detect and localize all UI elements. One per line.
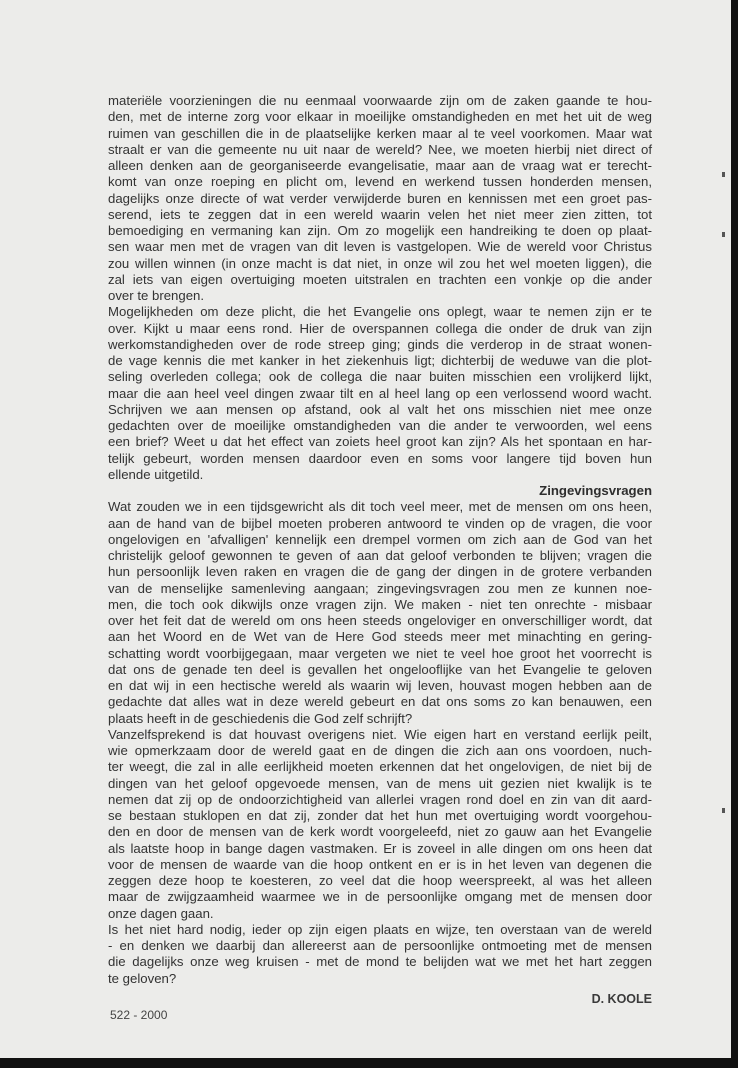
text-line: Vanzelfsprekend is dat houvast overigens niet. Wie eigen hart en verstand eerlijk peilt, [108, 726, 652, 742]
text-line: se bestaan stuklopen en dat zij, zonder dat het hun met overtuiging wordt voorgehou- [108, 808, 652, 823]
text-line: zeggen deze hoop te koesteren, zo veel dat die hoop weerspreekt, al was het alleen [108, 873, 652, 888]
text-line: seling overleden collega; ook de collega die naar buiten misschien een vrolijkerd lijkt, [108, 369, 652, 385]
text-line: schatting wordt voorbijgegaan, maar vergeten we niet te veel hoe groot het voorrecht is [108, 645, 652, 661]
text-line: Wat zouden we in een tijdsgewricht als dit toch veel meer, met de mensen om ons heen, [108, 499, 652, 515]
text-line: serend, iets te zeggen dat in een wereld waarin velen het niet meer zien zitten, tot [108, 206, 652, 222]
text-line: telijk gebeurt, worden mensen daardoor even en soms voor langere tijd boven hun [108, 450, 652, 466]
text-line: gedachte dat alles wat in deze wereld gebeurt en dat ons soms zo kan benauwen, een [108, 694, 652, 710]
paragraph [108, 93, 652, 304]
text-line: den, met de interne zorg voor elkaar in moeilijke omstandigheden en met het uit de weg [108, 109, 652, 125]
text-line: aan de hand van de bijbel moeten proberen antwoord te vinden op de vragen, die voor [108, 515, 652, 531]
scan-mark [722, 172, 725, 177]
paragraph [108, 304, 652, 483]
text-line: nemen dat zij op de ondoorzichtigheid van allerlei vragen rond doel en zin van dit aard- [108, 791, 652, 807]
text-line: alleen denken aan de georganiseerde evangelisatie, maar aan de vraag wat er terecht- [108, 158, 652, 173]
text-line: aan het Woord en de Wet van de Here God steeds meer met minachting en gering- [108, 629, 652, 645]
text-line: wie opmerkzaam door de wereld gaat en de dingen die zich aan ons voordoen, nuch- [108, 743, 652, 758]
text-line: onze dagen gaan. [108, 905, 214, 921]
scan-edge-right [731, 0, 738, 1068]
text-line: hun persoonlijk leven raken en vragen die de gang der dingen in de grotere verbanden [108, 564, 652, 580]
text-line: den en door de mensen van de kerk wordt voorgeleefd, niet zo gauw aan het Evangelie [108, 824, 652, 840]
text-line: straalt er van die gemeente nu uit naar de wereld? Nee, we moeten hierbij niet direct of [108, 141, 652, 157]
scan-mark [722, 808, 725, 813]
text-line: dingen van het geloof opgevoede mensen, van de mens uit gezien niet kwalijk is te [108, 775, 652, 791]
text-line: sen waar men met de vragen van dit leven is vastgelopen. Wie de wereld voor Christus [108, 239, 652, 255]
text-line: van de menselijke samenleving aangaan; zingevingsvragen zou men ze kunnen noe- [108, 580, 652, 596]
page-number: 522 - 2000 [110, 1008, 168, 1022]
text-line: over te brengen. [108, 288, 205, 303]
text-line: dat ons de genade ten deel is gevallen het ongelooflijke van het Evangelie te geloven [108, 661, 652, 677]
text-line: ruimen van geschillen die in de plaatselijke kerken maar al te veel voorkomen. Maar wat [108, 125, 652, 141]
text-line: ter weegt, die zal in alle eerlijkheid moeten erkennen dat het ongelovigen, de niet bij de [108, 759, 652, 775]
text-line: gedachten over de moeilijke omstandigheden van die ander te verwoorden, wel eens [108, 418, 652, 433]
text-line: ellende uitgetild. [108, 466, 204, 482]
text-line: een brief? Weet u dat het effect van zoiets heel groot kan zijn? Als het spontaan en har- [108, 434, 652, 450]
text-line: bemoediging en vermaning kan zijn. Om zo mogelijk een handreiking te doen op plaat- [108, 223, 652, 238]
text-line: Is het niet hard nodig, ieder op zijn eigen plaats en wijze, ten overstaan van de wereld [108, 921, 652, 937]
text-line: komt van onze roeping en plicht om, levend en werkend tussen honderden mensen, [108, 174, 652, 190]
text-line: te geloven? [108, 970, 177, 986]
paragraph [108, 499, 652, 727]
text-line: de vage kennis die met kanker in het ziekenhuis ligt; dichterbij de weduwe van die plot- [108, 353, 652, 368]
text-line: maar de zwijgzaamheid waarmee we in de persoonlijke omgang met de mensen door [108, 889, 652, 905]
author-signature: D. KOOLE [591, 992, 652, 1006]
text-line: over het feit dat de wereld om ons heen steeds ongeloviger en onverschilliger wordt, dat [108, 613, 652, 628]
text-line: als laatste hoop in bange dagen vastmaken. Er is zoveel in alle dingen om ons heen dat [108, 840, 652, 856]
text-line: - en denken we daarbij dan allereerst aan de persoonlijke ontmoeting met de mensen [108, 938, 652, 953]
text-line: zal iets van eigen overtuiging moeten uitstralen en trachten een vonkje op die ander [108, 271, 652, 287]
text-line: voor de mensen de waarde van die hoop ontkent en er is in het leven van degenen die [108, 856, 652, 872]
text-line: werkomstandigheden over de rode streep ging; ginds die verderop in de straat wonen- [108, 336, 652, 352]
text-line: men, die toch ook dikwijls onze vragen zijn. We maken - niet ten onrechte - misbaar [108, 596, 652, 612]
text-line: over. Kijkt u maar eens rond. Hier de overspannen collega die onder de druk van zijn [108, 320, 652, 336]
paragraph [108, 727, 652, 922]
text-line: zou willen winnen (in onze macht is dat niet, in onze wil zou het wel moeten liggen), die [108, 255, 652, 271]
text-line: dagelijks onze directe of wat verder verwijderde buren en kennissen met een groet pas- [108, 190, 652, 206]
text-line: die dagelijks onze weg kruisen - met de mond te belijden wat we met het hart zeggen [108, 954, 652, 970]
paragraph [108, 922, 652, 987]
text-line: plaats heeft in de geschiedenis die God zelf schrijft? [108, 710, 413, 726]
scan-edge-bottom [0, 1058, 738, 1068]
article-body [108, 93, 652, 987]
text-line: Mogelijkheden om deze plicht, die het Evangelie ons oplegt, waar te nemen zijn er te [108, 304, 652, 320]
scan-mark [722, 232, 725, 237]
text-line: maar die aan heel veel dingen zwaar tilt en al heel lang op een verlossend woord wacht. [108, 385, 652, 401]
text-line: en dat wij in een hectische wereld als waarin wij leven, houvast mogen hebben aan de [108, 678, 652, 693]
text-line: Schrijven we aan mensen op afstand, ook al valt het ons misschien niet mee onze [108, 401, 652, 417]
text-line: materiële voorzieningen die nu eenmaal voorwaarde zijn om de zaken gaande te hou- [108, 93, 652, 108]
text-line: ongelovigen en 'afvalligen' kennelijk een drempel vormen om zich aan de God van het [108, 531, 652, 547]
text-line: christelijk geloof gewonnen te geven of aan dat geloof verbonden te blijven; vragen die [108, 548, 652, 563]
section-heading: Zingevingsvragen [539, 483, 652, 498]
